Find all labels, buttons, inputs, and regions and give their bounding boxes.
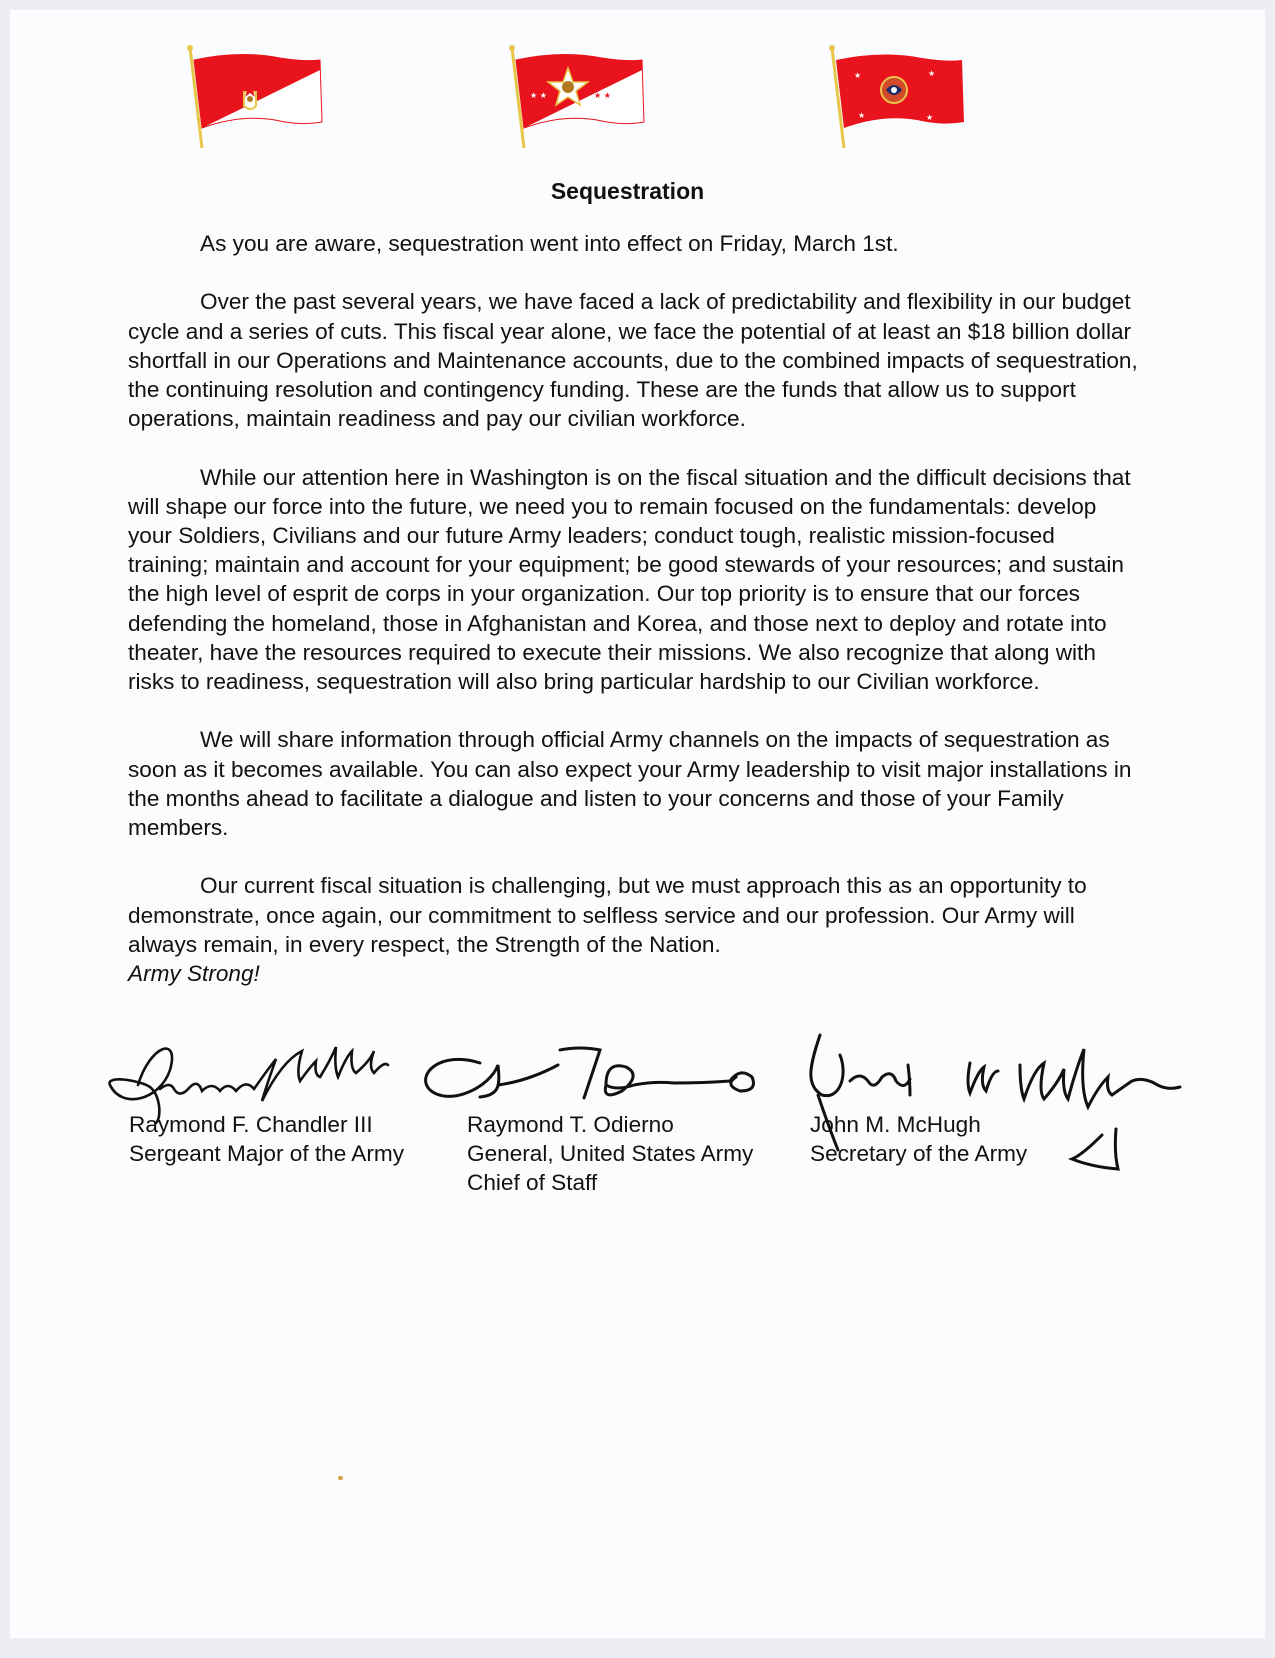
signatory-title: Chief of Staff [467,1170,598,1195]
closing-text: Our current fiscal situation is challenging, but we must approach this as an opportunity to demonstrate, once again, our commitment to selfless service and our profession. Our Army will always remain, in every respect, the Strength of the Nation. [128,873,1087,957]
signatory-title: Sergeant Major of the Army [129,1141,405,1166]
svg-text:★ ★: ★ ★ [530,91,547,100]
letter-page [10,10,1265,1638]
svg-text:★: ★ [928,69,936,78]
signatory-title: General, United States Army [467,1141,754,1166]
paragraph: While our attention here in Washington is on the fiscal situation and the difficult decisions that will shape our force into the future, we need you to remain focused on the fundamentals: develop your Soldiers, Civilians and our future Army leaders; conduct tough, realistic mission-focused training; maintain and account for your equipment; be good stewards of your resources; and sustain the high level of esprit de corps in your organization. Our top priority is to ensure that our forces defending the homeland, those in Afghanistan and Korea, and those next to deploy and rotate into theater, have the resources required to execute their missions. We also recognize that along with risks to readiness, sequestration will also bring particular hardship to our Civilian workforce. [128,464,1131,695]
chief-of-staff-flag-icon [502,40,652,160]
signature-odierno [426,1048,754,1098]
paragraph: Over the past several years, we have faced a lack of predictability and flexibility in our budget cycle and a series of cuts. This fiscal year alone, we face the potential of at least an $18 billion dollar shortfall in our Operations and Maintenance accounts, due to the combined impacts of sequestration, the continuing resolution and contingency funding. These are the funds that allow us to support operations, maintain readiness and pay our civilian workforce. [128,289,1138,432]
paragraph: We will share information through official Army channels on the impacts of sequestration as soon as it becomes available. You can also expect your Army leadership to visit major installations in the months ahead to facilitate a dialogue and listen to your concerns and those of your Family members. [128,727,1132,841]
sergeant-major-flag-icon [180,40,330,160]
svg-text:★: ★ [854,71,862,80]
signature-block [10,1025,1265,1245]
signatory-mchugh [810,1110,1027,1168]
secretary-of-army-flag-icon [822,40,972,160]
signatory-name: Raymond F. Chandler III [129,1112,373,1137]
svg-text:★: ★ [858,111,866,120]
letter-body [128,229,1138,988]
signatory-name: John M. McHugh [810,1112,981,1137]
army-motto: Army Strong! [128,961,260,987]
signatory-name: Raymond T. Odierno [467,1112,674,1137]
signatory-odierno [467,1110,753,1197]
closing-paragraph [128,871,1138,988]
scan-speck [338,1476,343,1480]
svg-text:★: ★ [926,113,934,122]
document-title: Sequestration [550,178,705,204]
svg-text:★ ★: ★ ★ [594,91,611,100]
paragraph: As you are aware, sequestration went into effect on Friday, March 1st. [200,231,899,256]
signatory-chandler [129,1110,404,1168]
signatory-title: Secretary of the Army [810,1141,1028,1166]
